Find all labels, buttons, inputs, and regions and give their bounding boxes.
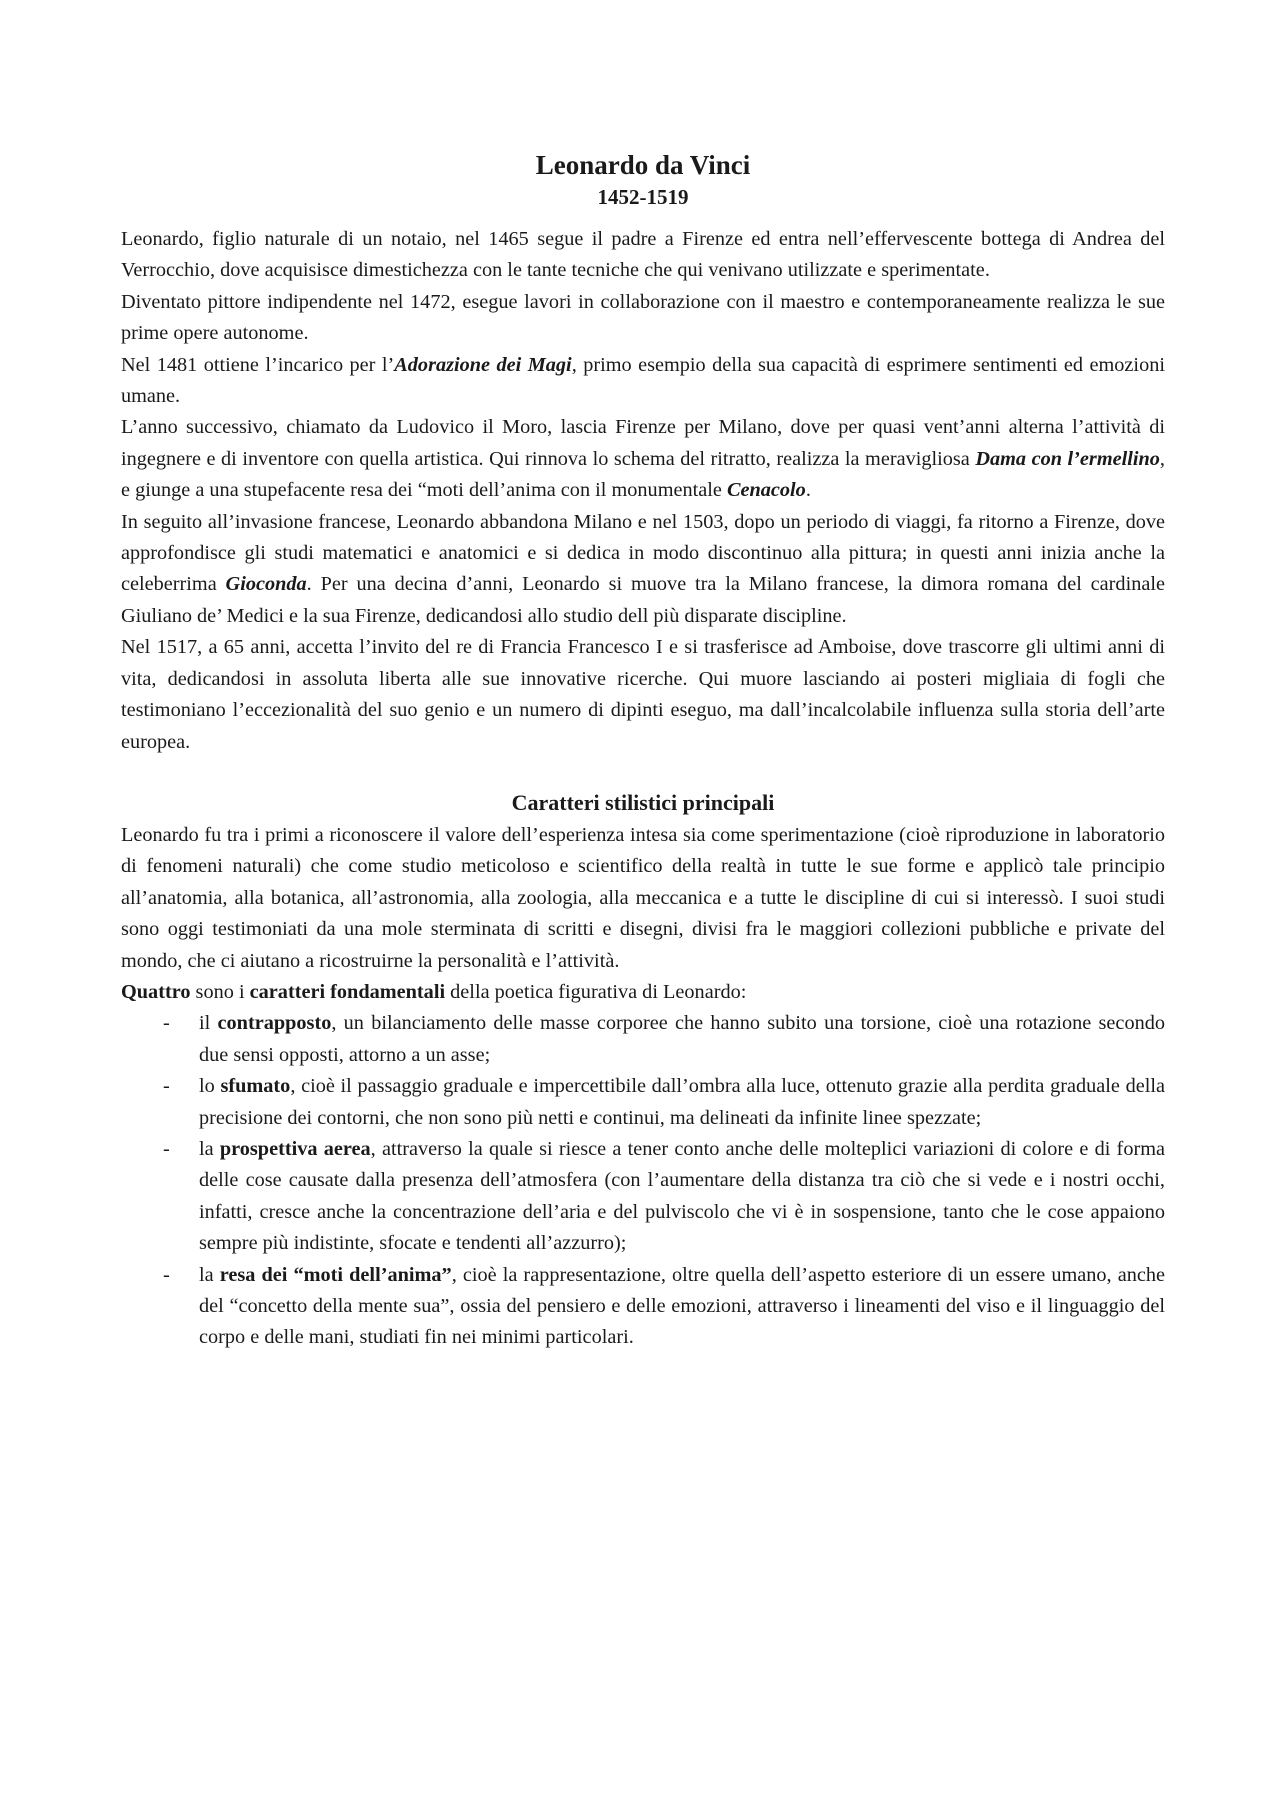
text-run: , e giunge a una stupefacente resa dei “moti dell’anima con il monumentale <box>121 447 1165 502</box>
feature-term: contrapposto <box>217 1012 332 1035</box>
text-run: In seguito all’invasione francese, Leonardo abbandona Milano e nel 1503, dopo un periodo di viaggi, fa ritorno a Firenze, dove approfondisce gli studi matematici e anatomici e si dedica in modo discontinuo alla pittura; in questi anni inizia anche la celeberrima <box>121 510 1165 596</box>
bio-paragraph-6: Nel 1517, a 65 anni, accetta l’invito del re di Francia Francesco I e si trasferisce ad Amboise, dove trascorre gli ultimi anni di vita, dedicandosi in assoluta liberta alle sue innovative ricerche. Qui muore lasciando ai posteri migliaia di fogli che testimoniano l’eccezionalità del suo genio e un numero di dipinti eseguo, ma dall’incalcolabile influenza sulla storia dell’arte europea. <box>121 636 1165 753</box>
artwork-title: Adorazione dei Magi <box>394 353 572 376</box>
feature-term: sfumato <box>220 1075 291 1098</box>
text-run: la <box>199 1137 220 1160</box>
text-run: della poetica figurativa di Leonardo: <box>445 980 747 1003</box>
style-intro-paragraph: Leonardo fu tra i primi a riconoscere il valore dell’esperienza intesa sia come sperimentazione (cioè riproduzione in laboratorio di fenomeni naturali) che come studio meticoloso e scientifico della realtà in tutte le sue forme e applicò tale principio all’anatomia, alla botanica, all’astronomia, alla zoologia, alla meccanica e a tutte le discipline di cui si interessò. I suoi studi sono oggi testimoniati da una mole sterminata di scritti e disegni, divisi fra le maggiori collezioni pubbliche e private del mondo, che ci aiutano a ricostruirne la personalità e l’attività. <box>121 823 1165 972</box>
artwork-title: Dama con l’ermellino <box>975 447 1160 470</box>
feature-term: prospettiva aerea <box>219 1137 371 1160</box>
list-item <box>121 1134 1165 1260</box>
text-run: sono i <box>190 980 250 1003</box>
text-run: . Per una decina d’anni, Leonardo si muove tra la Milano francese, la dimora romana del cardinale Giuliano de’ Medici e la sua Firenze, dedicandosi allo studio dell più disparate discipline. <box>121 573 1165 627</box>
bio-paragraph-1: Leonardo, figlio naturale di un notaio, nel 1465 segue il padre a Firenze ed entra nell’effervescente bottega di Andrea del Verrocchio, dove acquisisce dimestichezza con le tante tecniche che qui venivano utilizzate e sperimentate. <box>121 228 1165 282</box>
text-run: , primo esempio della sua capacità di esprimere sentimenti ed emozioni umane. <box>121 353 1165 408</box>
text-run: lo <box>199 1075 221 1098</box>
text-run: , attraverso la quale si riesce a tener conto anche delle molteplici variazioni di colore e di forma delle cose causate dalla presenza dell’atmosfera (con l’aumentare della distanza tra ciò che si vede e i nostri occhi, infatti, cresce anche la concentrazione dell’aria e del pulviscolo che vi è in sospensione, tanto che le cose appaiono sempre più indistinte, sfocate e tendenti all’azzurro); <box>199 1137 1165 1255</box>
bold-text: Quattro <box>121 980 191 1003</box>
page-title: Leonardo da Vinci <box>535 150 751 180</box>
text-run: . <box>805 479 811 502</box>
section-heading: Caratteri stilistici principali <box>511 789 775 815</box>
bullet-dash: - <box>163 1012 170 1035</box>
text-run: il <box>199 1012 218 1035</box>
list-item <box>121 1008 1165 1071</box>
features-lead <box>121 977 1165 1008</box>
list-item <box>121 1071 1165 1134</box>
bullet-dash: - <box>163 1137 170 1160</box>
text-run: , cioè la rappresentazione, oltre quella dell’aspetto esteriore di un essere umano, anche del “concetto della mente sua”, ossia del pensiero e delle emozioni, attraverso i lineamenti del viso e il linguaggio del corpo e delle mani, studiati fin nei minimi particolari. <box>199 1263 1165 1349</box>
text-run: L’anno successivo, chiamato da Ludovico il Moro, lascia Firenze per Milano, dove per quasi vent’anni alterna l’attività di ingegnere e di inventore con quella artistica. Qui rinnova lo schema del ritratto, realizza la meravigliosa <box>121 416 1165 470</box>
list-item <box>121 1260 1165 1354</box>
bio-paragraph-4 <box>121 412 1165 506</box>
text-run: la <box>199 1263 220 1286</box>
text-run: , un bilanciamento delle masse corporee che hanno subito una torsione, cioè una rotazione secondo due sensi opposti, attorno a un asse; <box>199 1012 1166 1066</box>
bold-text: caratteri fondamentali <box>249 980 446 1003</box>
bullet-dash: - <box>163 1263 170 1286</box>
bio-paragraph-2: Diventato pittore indipendente nel 1472, esegue lavori in collaborazione con il maestro e contemporaneamente realizza le sue prime opere autonome. <box>121 290 1165 345</box>
life-dates: 1452-1519 <box>597 185 689 209</box>
feature-term: resa dei “moti dell’anima” <box>219 1263 452 1286</box>
bio-paragraph-3 <box>121 350 1165 413</box>
artwork-title: Cenacolo <box>726 479 806 502</box>
artwork-title: Gioconda <box>225 573 307 596</box>
features-list <box>121 1008 1165 1353</box>
bullet-dash: - <box>163 1075 170 1098</box>
bio-paragraph-5 <box>121 507 1165 633</box>
text-run: Nel 1481 ottiene l’incarico per l’ <box>121 353 395 376</box>
text-run: , cioè il passaggio graduale e impercettibile dall’ombra alla luce, ottenuto grazie alla perdita graduale della precisione dei contorni, che non sono più netti e continui, ma delineati da infinite linee spezzate; <box>199 1075 1165 1129</box>
